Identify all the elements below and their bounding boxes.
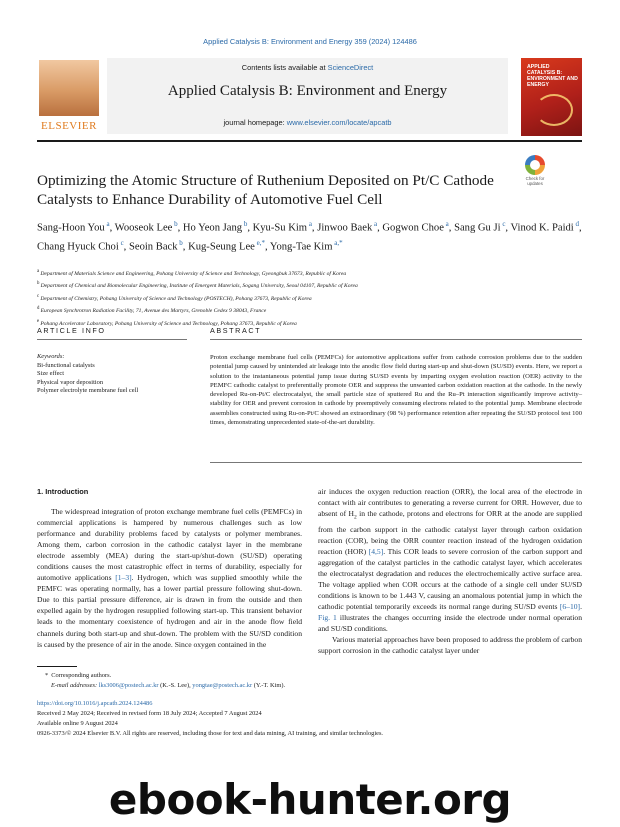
affiliation-marker: e [37, 318, 41, 324]
elsevier-logo[interactable] [37, 58, 101, 134]
intro-text: in the cathode, protons and electrons for ORR at the anode are supplied from the carbon support in the cathodic catalyst layer through carbon oxidation reaction (COR), being the ORR counter reaction instead of the hydrogen oxidation reaction (HOR) [318, 509, 583, 556]
abstract-text: Proton exchange membrane fuel cells (PEMFCs) for automotive applications suffer from cathode corrosion problems due to the sudden potential jump caused by unintended air leakage into the anodic flow field during start-up and shut-down (SU/SD) events. Here, we report a solution to the instantaneous potential jump issue during SU/SD events by imparting oxygen evolution reaction (OER) activity to the PEMFC cathodic catalyst to preferentially promote OER and suppress the unwanted carbon oxidation reaction at the cathode. In the newly developed Ru-on-Pt/C electrocatalyst, the small particle size of sputtered Ru and the Ru–Pt interaction significantly improve activity–stability for OER and prevent corrosion in cathode by preemptively consuming electrons related to the potential jump. Membrane electrode assemblies constructed using Ru-on-Pt/C showed an extraordinary (98 %) performance retention after repeating the SU/SD protocol test 100 times, demonstrating unprecedented state-of-the-art durability. [210, 354, 582, 427]
cover-swirl-graphic [535, 94, 573, 126]
affiliation-text: Department of Chemistry, Pohang University of Science and Technology (POSTECH), Pohang 37673, Republic of Korea [40, 295, 312, 302]
affiliation-item [37, 304, 582, 316]
author-affiliation-marker[interactable]: b [177, 239, 183, 248]
available-online: Available online 9 August 2024 [37, 720, 118, 727]
keywords-block [37, 353, 187, 396]
homepage-prefix: journal homepage: [223, 118, 285, 127]
reference-link[interactable]: [4,5] [368, 546, 384, 556]
author-name[interactable]: Jinwoo Baek [317, 222, 373, 234]
abstract-heading: ABSTRACT [210, 326, 262, 335]
author-affiliation-marker[interactable]: e,* [254, 239, 265, 248]
affiliation-item [37, 267, 582, 279]
author-name[interactable]: Gogwon Choe [382, 222, 444, 234]
journal-citation-link[interactable]: Applied Catalysis B: Environment and Energy 359 (2024) 124486 [203, 37, 417, 46]
author-name[interactable]: Wooseok Lee [114, 222, 173, 234]
author-name[interactable]: Kug-Seung Lee [188, 241, 255, 253]
journal-cover-image[interactable] [521, 58, 582, 136]
email-link[interactable]: yongtae@postech.ac.kr [192, 681, 253, 689]
corresponding-footnote [37, 671, 582, 690]
intro-text: . Hydrogen, which was supplied smoothly while the PEMFC was operating normally, has a lower partial pressure following shut-down. Due to this partial pressure difference, air is drawn in from the outside and then expelled again by the hydrogen resupplied following start-up. This transient behavior leads to the momentary coexistence of hydrogen and air in the anode flow field channels during both start-up and shut-down. The problem with the SU/SD condition is caused by the presence of air in the anode. Since oxygen contained in the [37, 573, 302, 649]
contents-prefix: Contents lists available at [241, 63, 326, 72]
watermark-text: ebook-hunter.org [108, 775, 512, 824]
author-affiliation-marker[interactable]: c [118, 239, 124, 248]
affiliation-text: Department of Materials Science and Engineering, Pohang University of Science and Technology, Gyeongbuk 37673, Republic of Korea [40, 270, 347, 277]
affiliation-item [37, 317, 582, 329]
reference-link[interactable]: [6–10] [559, 601, 581, 611]
author-affiliation-marker[interactable]: a [443, 220, 449, 228]
corresponding-text: Corresponding authors. [51, 672, 112, 679]
intro-text: air induces the oxygen reduction reaction (ORR), the local area of the electrode in contact with air contributes to generating a reverse current for ORR. However, due to absent of H [318, 487, 582, 519]
doi-link[interactable]: https://doi.org/10.1016/j.apcatb.2024.124486 [37, 700, 153, 707]
keyword-item: Size effect [37, 370, 65, 378]
author-affiliation-marker[interactable]: b [172, 220, 178, 228]
author-affiliation-marker[interactable]: a [104, 220, 110, 228]
header-divider [37, 140, 582, 142]
email-owner: (Y.-T. Kim). [253, 681, 286, 689]
affiliation-item [37, 279, 582, 291]
journal-header [37, 58, 582, 136]
intro-paragraph: Various material approaches have been proposed to address the problem of carbon support corrosion in the cathodic catalyst layer under [318, 635, 582, 656]
author-name[interactable]: Sang Gu Ji [454, 222, 501, 234]
intro-paragraph [318, 486, 582, 634]
intro-text: . [580, 601, 582, 611]
author-name[interactable]: Yong-Tae Kim [269, 241, 333, 253]
affiliation-text: European Synchrotron Radiation Facility, 71, Avenue des Martyrs, Grenoble Cedex 9 38043, France [40, 308, 267, 315]
article-info-rule [37, 339, 187, 340]
check-updates-label: Check for updates [525, 176, 545, 186]
intro-paragraph [37, 506, 302, 650]
elsevier-tree-image [39, 60, 99, 116]
author-affiliation-marker[interactable]: b [242, 220, 248, 228]
received-dates: Received 2 May 2024; Received in revised form 18 July 2024; Accepted 7 August 2024 [37, 710, 262, 717]
email-line [37, 681, 582, 691]
author-name[interactable]: Vinod K. Paidi [510, 222, 574, 234]
article-info-heading: ARTICLE INFO [37, 326, 106, 335]
article-metadata [37, 699, 582, 739]
author-list: Sang-Hoon You $^a$, Wooseok Lee $^b$, Ho Yeon Jang $^b$, Kyu-Su Kim $^a$, Jinwoo Baek $^a$, Gogwon Choe $^a$, Sang Gu Ji $^c$, Vinod K. Paidi $^d$, Chang Hyuck Choi $^c$, Seoin Back $^b$, Kug-Seung Lee $^{e,*}$, Yong-Tae Kim $^{a,*}$ [37, 220, 582, 253]
keywords-label: Keywords: [37, 353, 65, 360]
intro-text: . This COR leads to severe corrosion of the carbon support and aggregation of the catalyst particles in the cathodic catalyst layer, which accelerates the electrocatalyst degradation and reduces the electrochemically active surface area. The voltage applied when COR occurs at the cathode of a single cell under SU/SD conditions is known to be 1.443 V, causing an anomalous potential jump in which the cathodic potential temporarily exceeds its normal range during SU/SD events [318, 546, 582, 611]
email-link[interactable]: lks3006@postech.ac.kr [98, 681, 159, 689]
subscript: 2 [354, 514, 357, 521]
copyright-line: 0926-3373/© 2024 Elsevier B.V. All rights are reserved, including those for text and data mining, AI training, and similar technologies. [37, 730, 384, 737]
journal-banner [107, 58, 508, 134]
affiliation-text: Pohang Accelerator Laboratory, Pohang University of Science and Technology, Pohang 37673, Republic of Korea [40, 320, 297, 327]
affiliation-marker: a [37, 269, 41, 274]
email-owner: (K.-S. Lee), [160, 681, 191, 689]
intro-left-column [37, 506, 302, 650]
email-label: E-mail addresses: [51, 681, 98, 689]
keyword-item: Bi-functional catalysts [37, 361, 95, 369]
journal-title: Applied Catalysis B: Environment and Energy [167, 83, 448, 99]
homepage-link[interactable]: www.elsevier.com/locate/apcatb [286, 118, 392, 127]
cover-title: APPLIED CATALYSIS B: ENVIRONMENT AND ENERGY [527, 64, 578, 88]
article-title: Optimizing the Atomic Structure of Ruthenium Deposited on Pt/C Cathode Catalysts to Enhance Durability of Automotive Fuel Cell [37, 172, 494, 208]
affiliation-marker: c [37, 293, 41, 299]
author-affiliation-marker[interactable]: a [372, 220, 378, 228]
homepage-line [107, 118, 508, 127]
keyword-item: Polymer electrolyte membrane fuel cell [37, 387, 139, 395]
footnote-rule [37, 666, 77, 667]
author-name[interactable]: Sang-Hoon You [37, 222, 105, 234]
author-name[interactable]: Ho Yeon Jang [182, 222, 243, 234]
author-name[interactable]: Chang Hyuck Choi [37, 241, 119, 253]
abstract-bottom-rule [210, 462, 582, 463]
introduction-heading: 1. Introduction [37, 487, 89, 496]
check-updates-icon [525, 155, 545, 175]
author-name[interactable]: Kyu-Su Kim [252, 222, 308, 234]
contents-line [107, 63, 508, 72]
author-affiliation-marker[interactable]: a [307, 220, 312, 228]
figure-link[interactable]: Fig. 1 [318, 613, 337, 623]
publisher-name: ELSEVIER [41, 120, 97, 132]
check-for-updates-badge[interactable] [522, 155, 548, 189]
author-affiliation-marker[interactable]: a,* [332, 239, 343, 248]
intro-text: illustrates the changes occurring inside the electrode under normal operation and SU/SD conditions. [318, 613, 582, 634]
author-affiliation-marker[interactable]: c [500, 220, 506, 228]
sciencedirect-link[interactable]: ScienceDirect [327, 63, 374, 72]
affiliation-text: Department of Chemical and Biomolecular Engineering, Institute of Emergent Materials, Sogang University, Seoul 04107, Republic of Korea [40, 283, 358, 290]
intro-text: The widespread integration of proton exchange membrane fuel cells (PEMFCs) in commercial applications is hampered by numerous challenges such as low performance and durability problems faced by catalysts or polymer membranes. Among them, carbon corrosion in the cathodic catalyst layer in the membrane electrode assembly (MEA) during the start-up/shut-down (SU/SD) operating conditions causes the most catastrophic effect in terms of durability, especially for automotive applications [37, 507, 302, 583]
author-affiliation-marker[interactable]: d [573, 220, 580, 228]
abstract-rule [210, 339, 582, 340]
affiliation-marker: b [37, 281, 41, 287]
intro-right-column [318, 486, 582, 656]
affiliation-list [37, 267, 582, 329]
keyword-item: Physical vapor deposition [37, 378, 104, 386]
affiliation-item [37, 292, 582, 304]
reference-link[interactable]: [1–3] [115, 573, 132, 583]
corresponding-line: * Corresponding authors. [45, 672, 112, 679]
affiliation-marker: d [37, 306, 41, 312]
author-name[interactable]: Seoin Back [128, 241, 178, 253]
